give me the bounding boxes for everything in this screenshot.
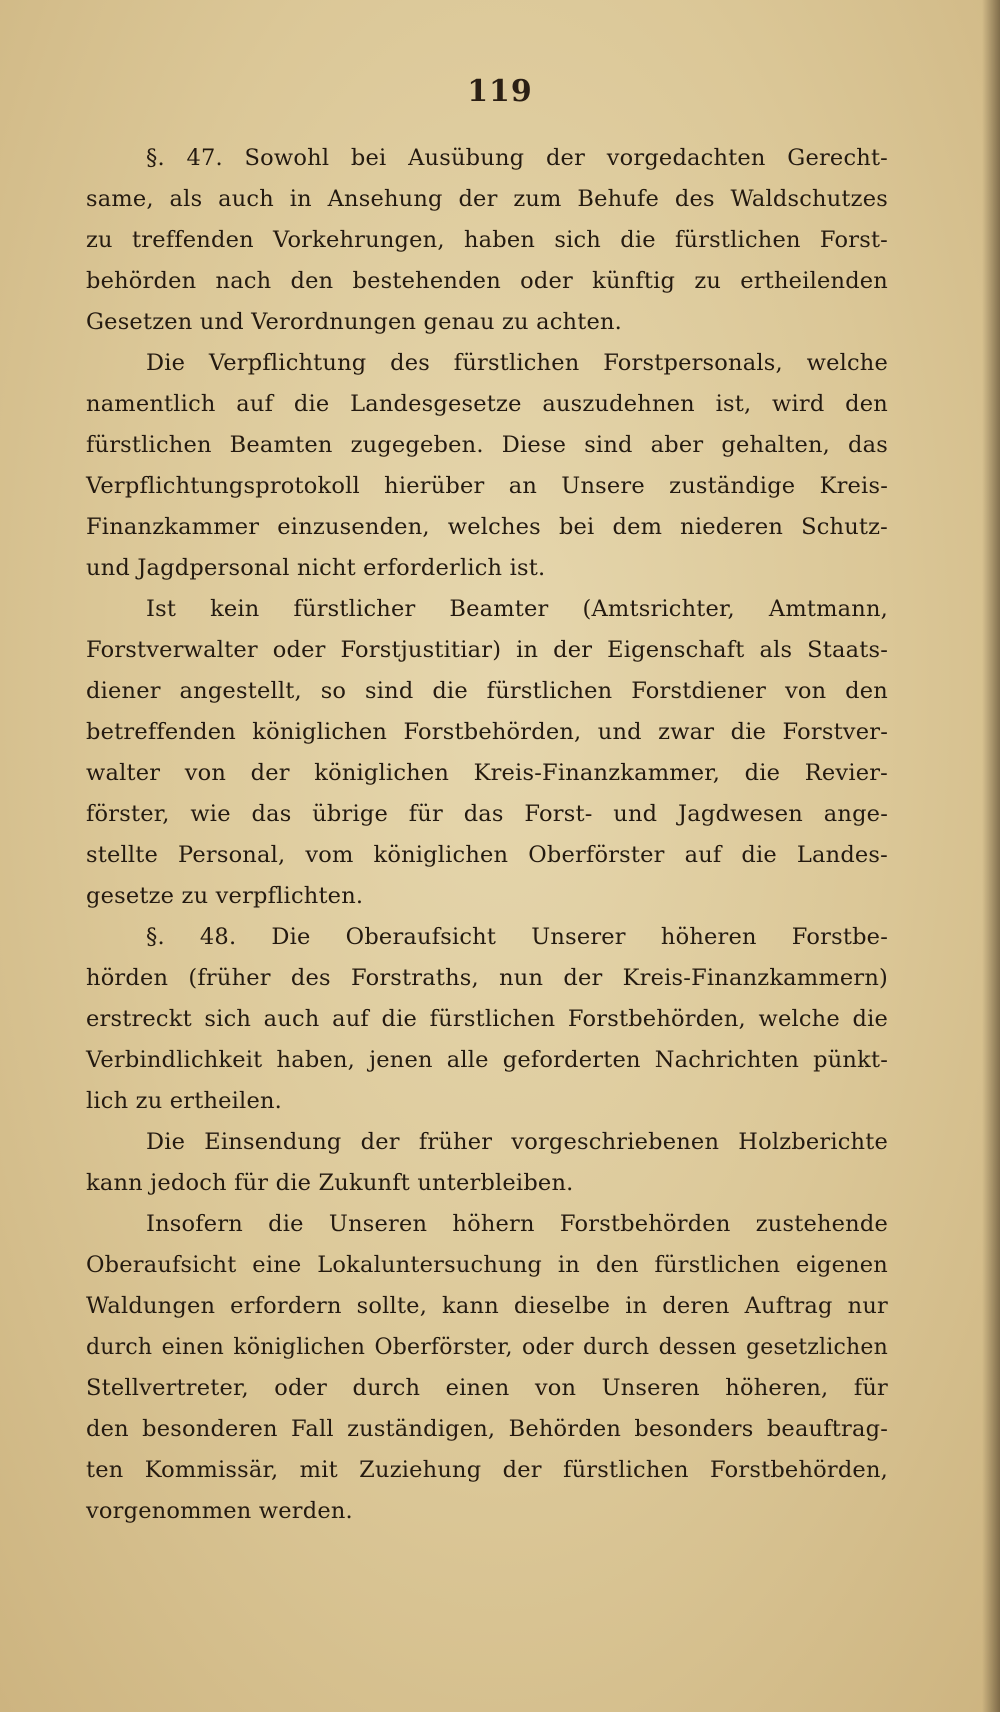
text-line: Insofern die Unseren höhern Forstbehörden zustehende bbox=[146, 1211, 888, 1237]
text-line: behörden nach den bestehenden oder künftig zu ertheilenden bbox=[86, 268, 888, 294]
text-line: Waldungen erfordern sollte, kann dieselbe in deren Auftrag nur bbox=[86, 1293, 888, 1319]
text-line: vorgenommen werden. bbox=[86, 1498, 353, 1524]
text-line: Die Verpflichtung des fürstlichen Forstpersonals, welche bbox=[146, 350, 888, 376]
text-line: durch einen königlichen Oberförster, oder durch dessen gesetzlichen bbox=[86, 1335, 888, 1360]
text-line: Ist kein fürstlicher Beamter (Amtsrichter, Amtmann, bbox=[146, 596, 888, 622]
text-line: Verpflichtungsprotokoll hierüber an Unsere zuständige Kreis- bbox=[86, 473, 888, 499]
text-line: fürstlichen Beamten zugegeben. Diese sind aber gehalten, das bbox=[86, 432, 888, 458]
text-line: stellte Personal, vom königlichen Oberförster auf die Landes- bbox=[86, 842, 888, 868]
text-line: same, als auch in Ansehung der zum Behufe des Waldschutzes bbox=[86, 186, 888, 212]
text-line: betreffenden königlichen Forstbehörden, und zwar die Forstver- bbox=[86, 719, 888, 745]
text-line: §. 48. Die Oberaufsicht Unserer höheren Forstbe- bbox=[146, 924, 888, 950]
text-line: Stellvertreter, oder durch einen von Unseren höheren, für bbox=[86, 1375, 888, 1401]
page-number: 119 bbox=[467, 74, 533, 109]
text-line: zu treffenden Vorkehrungen, haben sich die fürstlichen Forst- bbox=[86, 227, 888, 253]
body-text bbox=[86, 138, 888, 1532]
text-line: §. 47. Sowohl bei Ausübung der vorgedachten Gerecht- bbox=[146, 145, 888, 171]
text-line: gesetze zu verpflichten. bbox=[86, 883, 364, 909]
text-line: Oberaufsicht eine Lokaluntersuchung in den fürstlichen eigenen bbox=[86, 1252, 888, 1278]
text-line: Finanzkammer einzusenden, welches bei dem niederen Schutz- bbox=[86, 514, 888, 540]
text-line: Forstverwalter oder Forstjustitiar) in der Eigenschaft als Staats- bbox=[86, 637, 888, 663]
text-line: walter von der königlichen Kreis-Finanzkammer, die Revier- bbox=[86, 760, 888, 786]
text-line: diener angestellt, so sind die fürstlichen Forstdiener von den bbox=[86, 678, 888, 704]
text-line: Gesetzen und Verordnungen genau zu achten. bbox=[86, 309, 623, 335]
text-line: ten Kommissär, mit Zuziehung der fürstlichen Forstbehörden, bbox=[86, 1457, 888, 1483]
text-line: lich zu ertheilen. bbox=[86, 1088, 283, 1114]
page-edge-shadow bbox=[982, 0, 1000, 1712]
text-line: hörden (früher des Forstraths, nun der Kreis-Finanzkammern) bbox=[86, 965, 888, 991]
text-line: namentlich auf die Landesgesetze auszudehnen ist, wird den bbox=[86, 391, 888, 417]
text-line: den besonderen Fall zuständigen, Behörden besonders beauftrag- bbox=[86, 1416, 888, 1442]
text-line: und Jagdpersonal nicht erforderlich ist. bbox=[86, 555, 546, 581]
text-line: erstreckt sich auch auf die fürstlichen Forstbehörden, welche die bbox=[86, 1006, 888, 1032]
text-line: förster, wie das übrige für das Forst- und Jagdwesen ange- bbox=[86, 801, 888, 827]
text-line: kann jedoch für die Zukunft unterbleiben. bbox=[86, 1170, 574, 1196]
text-line: Verbindlichkeit haben, jenen alle geforderten Nachrichten pünkt- bbox=[86, 1047, 888, 1073]
text-line: Die Einsendung der früher vorgeschriebenen Holzberichte bbox=[146, 1129, 888, 1155]
